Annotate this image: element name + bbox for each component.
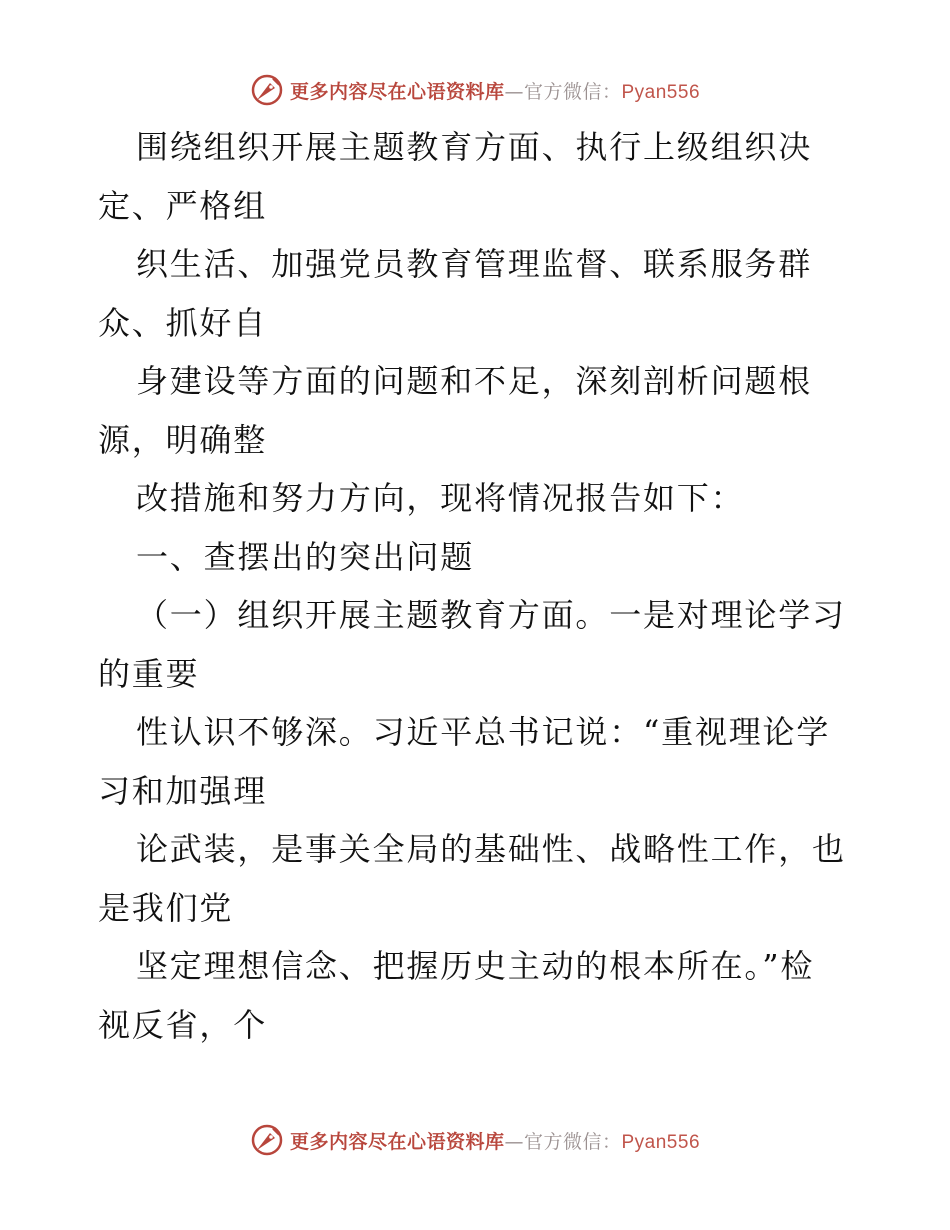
banner-dash: — — [504, 1130, 524, 1153]
banner-wechat-label: 官方微信： — [523, 1130, 622, 1153]
pen-nib-logo-icon — [250, 1123, 284, 1157]
text-line: 性认识不够深。习近平总书记说：“重视理论学 — [136, 713, 831, 751]
text-line: 围绕组织开展主题教育方面、执行上级组织决 — [136, 128, 813, 166]
document-body — [98, 118, 858, 1054]
banner-dash: — — [504, 80, 524, 103]
text-line: （一）组织开展主题教育方面。一是对理论学习 — [136, 596, 846, 634]
banner-title: 更多内容尽在心语资料库 — [289, 80, 505, 103]
text-line: 织生活、加强党员教育管理监督、联系服务群 — [136, 245, 813, 283]
banner-wechat-id: Pyan556 — [621, 1131, 701, 1153]
text-line: 身建设等方面的问题和不足，深刻剖析问题根 — [136, 362, 813, 400]
text-line: 源，明确整 — [98, 420, 268, 459]
text-line: 改措施和努力方向，现将情况报告如下： — [136, 479, 745, 517]
pen-nib-logo-icon — [250, 73, 284, 107]
text-line: 定、严格组 — [98, 186, 268, 225]
text-line: 视反省，个 — [98, 1005, 268, 1044]
text-line: 的重要 — [98, 654, 200, 693]
header-banner — [0, 70, 950, 110]
text-line: 论武装，是事关全局的基础性、战略性工作，也 — [136, 830, 846, 868]
text-line: 众、抓好自 — [98, 303, 268, 342]
banner-wechat-label: 官方微信： — [523, 80, 622, 103]
text-line: 一、查摆出的突出问题 — [136, 537, 475, 576]
text-line: 习和加强理 — [98, 771, 268, 810]
banner-wechat-id: Pyan556 — [621, 81, 701, 103]
banner-title: 更多内容尽在心语资料库 — [289, 1130, 505, 1153]
text-line: 坚定理想信念、把握历史主动的根本所在。”检 — [136, 947, 815, 985]
footer-banner — [0, 1120, 950, 1160]
text-line: 是我们党 — [98, 888, 234, 927]
